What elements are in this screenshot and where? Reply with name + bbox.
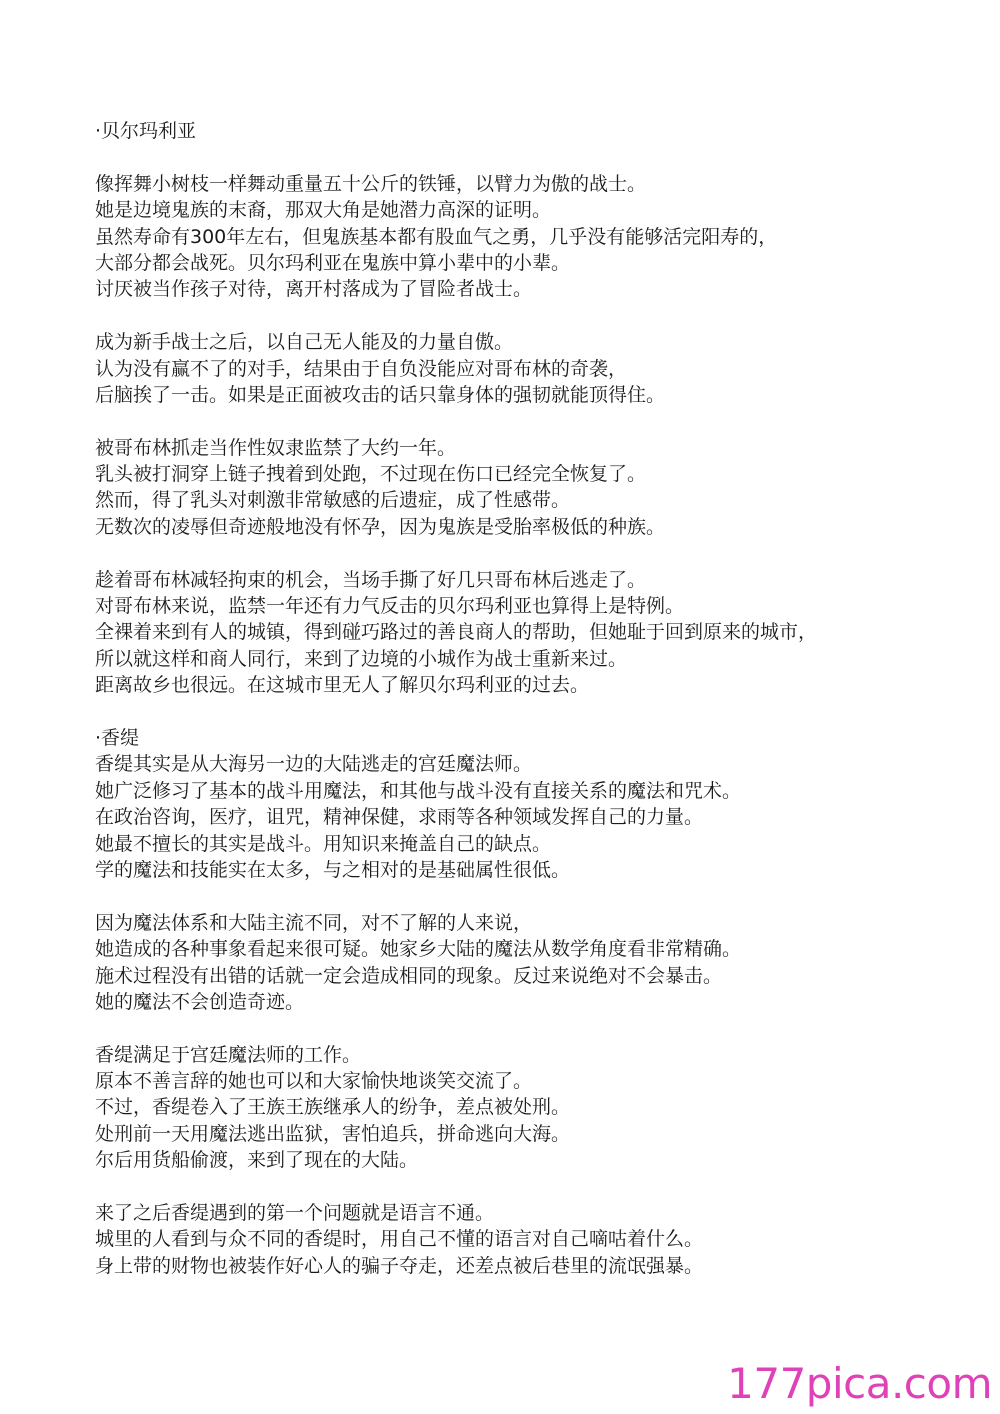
text-line: 成为新手战士之后，以自己无人能及的力量自傲。 bbox=[95, 331, 514, 354]
text-line: 原本不善言辞的她也可以和大家愉快地谈笑交流了。 bbox=[95, 1070, 533, 1093]
text-line: 她最不擅长的其实是战斗。用知识来掩盖自己的缺点。 bbox=[95, 832, 552, 855]
site-watermark: 177pica.com bbox=[727, 1359, 992, 1408]
paragraph-spacer bbox=[95, 883, 895, 909]
title-spacer bbox=[95, 144, 895, 170]
text-line: 身上带的财物也被装作好心人的骗子夺走，还差点被后巷里的流氓强暴。 bbox=[95, 1254, 704, 1277]
text-line: 大部分都会战死。贝尔玛利亚在鬼族中算小辈中的小辈。 bbox=[95, 251, 571, 274]
text-line: 然而，得了乳头对刺激非常敏感的后遗症，成了性感带。 bbox=[95, 489, 571, 512]
section-1 bbox=[95, 699, 895, 1280]
text-line: 无数次的凌辱但奇迹般地没有怀孕，因为鬼族是受胎率极低的种族。 bbox=[95, 515, 666, 538]
text-line: 她的魔法不会创造奇迹。 bbox=[95, 990, 305, 1013]
text-line: 对哥布林来说，监禁一年还有力气反击的贝尔玛利亚也算得上是特例。 bbox=[95, 595, 685, 618]
text-line: 全裸着来到有人的城镇，得到碰巧路过的善良商人的帮助，但她耻于回到原来的城市， bbox=[95, 621, 818, 644]
text-line: 虽然寿命有300年左右，但鬼族基本都有股血气之勇，几乎没有能够活完阳寿的， bbox=[95, 225, 778, 248]
paragraph bbox=[95, 329, 895, 408]
paragraph bbox=[95, 435, 895, 541]
section-spacer bbox=[95, 699, 895, 725]
text-line: 所以就这样和商人同行，来到了边境的小城作为战士重新来过。 bbox=[95, 647, 628, 670]
text-line: 香缇其实是从大海另一边的大陆逃走的宫廷魔法师。 bbox=[95, 753, 533, 776]
paragraph-spacer bbox=[95, 1015, 895, 1041]
text-line: 她广泛修习了基本的战斗用魔法，和其他与战斗没有直接关系的魔法和咒术。 bbox=[95, 779, 742, 802]
paragraph bbox=[95, 751, 895, 883]
text-line: 尔后用货船偷渡，来到了现在的大陆。 bbox=[95, 1149, 419, 1172]
text-line: 香缇满足于宫廷魔法师的工作。 bbox=[95, 1043, 362, 1066]
paragraph bbox=[95, 910, 895, 1016]
paragraph bbox=[95, 171, 895, 303]
text-line: 讨厌被当作孩子对待，离开村落成为了冒险者战士。 bbox=[95, 278, 533, 301]
text-line: 趁着哥布林减轻拘束的机会，当场手撕了好几只哥布林后逃走了。 bbox=[95, 568, 647, 591]
text-line: 不过，香缇卷入了王族王族继承人的纷争，差点被处刑。 bbox=[95, 1096, 571, 1119]
paragraph bbox=[95, 1200, 895, 1279]
paragraph-spacer bbox=[95, 1174, 895, 1200]
text-line: 她造成的各种事象看起来很可疑。她家乡大陆的魔法从数学角度看非常精确。 bbox=[95, 938, 742, 961]
text-line: 来了之后香缇遇到的第一个问题就是语言不通。 bbox=[95, 1202, 495, 1225]
text-line: 因为魔法体系和大陆主流不同，对不了解的人来说， bbox=[95, 911, 533, 934]
section-title: ·香缇 bbox=[95, 726, 140, 749]
text-line: 距离故乡也很远。在这城市里无人了解贝尔玛利亚的过去。 bbox=[95, 674, 590, 697]
section-0 bbox=[95, 118, 895, 699]
text-line: 乳头被打洞穿上链子拽着到处跑，不过现在伤口已经完全恢复了。 bbox=[95, 463, 647, 486]
text-line: 学的魔法和技能实在太多，与之相对的是基础属性很低。 bbox=[95, 858, 571, 881]
text-line: 在政治咨询，医疗，诅咒，精神保健，求雨等各种领域发挥自己的力量。 bbox=[95, 806, 704, 829]
text-line: 处刑前一天用魔法逃出监狱，害怕追兵，拼命逃向大海。 bbox=[95, 1122, 571, 1145]
document-body bbox=[95, 118, 895, 1279]
paragraph bbox=[95, 567, 895, 699]
paragraph-spacer bbox=[95, 303, 895, 329]
text-line: 她是边境鬼族的末裔，那双大角是她潜力高深的证明。 bbox=[95, 199, 552, 222]
text-line: 认为没有赢不了的对手，结果由于自负没能应对哥布林的奇袭， bbox=[95, 357, 628, 380]
text-line: 后脑挨了一击。如果是正面被攻击的话只靠身体的强韧就能顶得住。 bbox=[95, 383, 666, 406]
text-line: 施术过程没有出错的话就一定会造成相同的现象。反过来说绝对不会暴击。 bbox=[95, 964, 723, 987]
paragraph-spacer bbox=[95, 540, 895, 566]
text-line: 像挥舞小树枝一样舞动重量五十公斤的铁锤，以臂力为傲的战士。 bbox=[95, 172, 647, 195]
text-line: 被哥布林抓走当作性奴隶监禁了大约一年。 bbox=[95, 436, 457, 459]
paragraph bbox=[95, 1042, 895, 1174]
paragraph-spacer bbox=[95, 408, 895, 434]
text-line: 城里的人看到与众不同的香缇时，用自己不懂的语言对自己嘀咕着什么。 bbox=[95, 1228, 704, 1251]
section-title: ·贝尔玛利亚 bbox=[95, 120, 197, 142]
